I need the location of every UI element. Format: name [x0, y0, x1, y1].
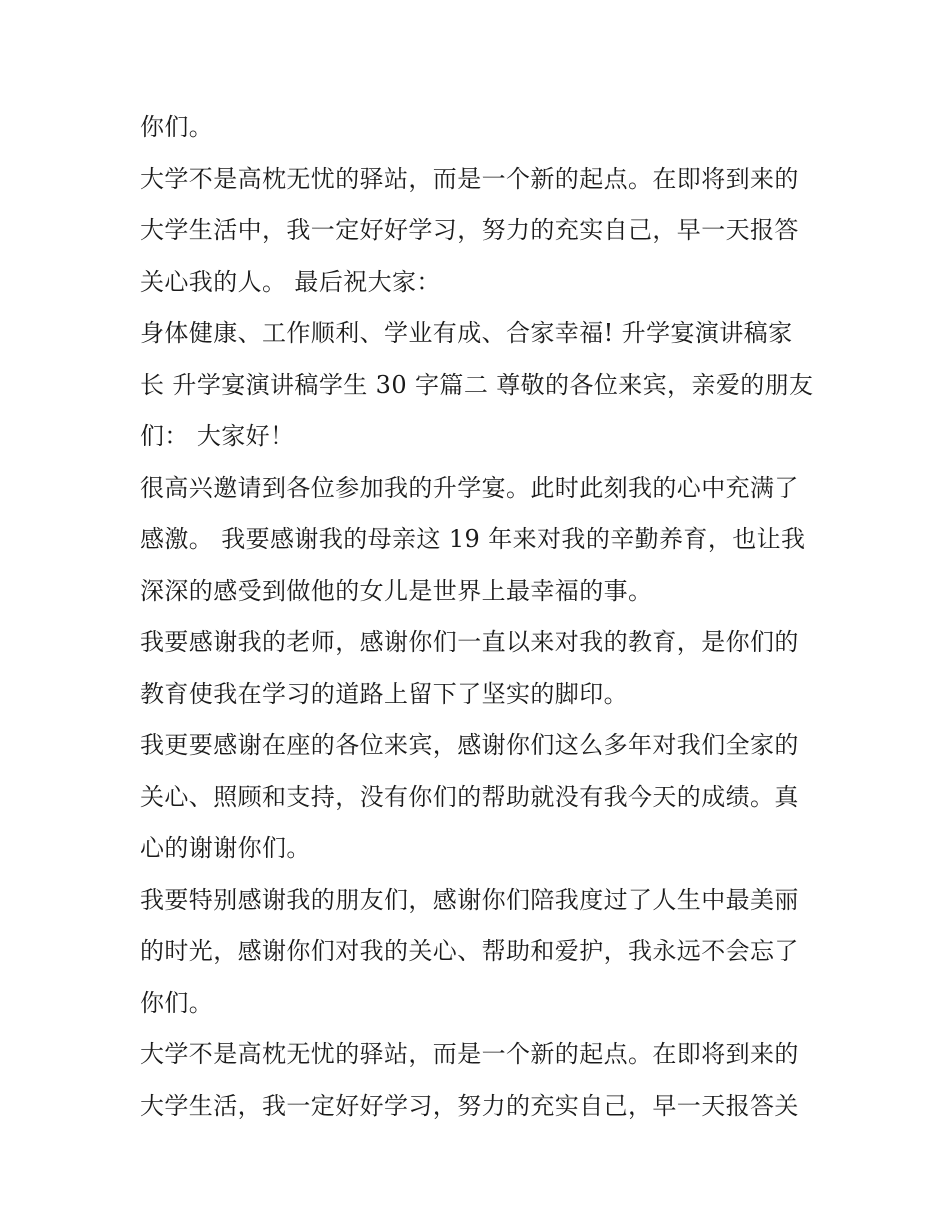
document-body — [140, 102, 816, 1132]
text-line: 们： 大家好！ — [140, 422, 295, 450]
text-line: 你们。 — [140, 988, 214, 1017]
text-line: 很高兴邀请到各位参加我的升学宴。此时此刻我的心中充满了 — [140, 473, 799, 502]
text-line: 大学不是高枕无忧的驿站，而是一个新的起点。在即将到来的 — [140, 164, 799, 193]
text-line: 大学生活，我一定好好学习，努力的充实自己，早一天报答关 — [140, 1091, 799, 1120]
text-line: 关心、照顾和支持，没有你们的帮助就没有我今天的成绩。真 — [140, 782, 799, 811]
text-line: 大学不是高枕无忧的驿站，而是一个新的起点。在即将到来的 — [140, 1040, 799, 1068]
text-line: 身体健康、工作顺利、学业有成、合家幸福! 升学宴演讲稿家 — [140, 319, 793, 347]
text-line: 我更要感谢在座的各位来宾，感谢你们这么多年对我们全家的 — [140, 731, 799, 759]
text-line: 长 升学宴演讲稿学生 30 字篇二 尊敬的各位来宾，亲爱的朋友 — [140, 370, 814, 399]
text-line: 大学生活中，我一定好好学习，努力的充实自己，早一天报答 — [140, 216, 799, 244]
text-line: 我要感谢我的老师，感谢你们一直以来对我的教育，是你们的 — [140, 628, 799, 656]
text-line: 你们。 — [140, 113, 214, 141]
text-line: 感激。 我要感谢我的母亲这 19 年来对我的辛勤养育，也让我 — [140, 525, 806, 553]
text-line: 的时光，感谢你们对我的关心、帮助和爱护，我永远不会忘了 — [140, 937, 799, 965]
text-line: 我要特别感谢我的朋友们，感谢你们陪我度过了人生中最美丽 — [140, 885, 799, 914]
text-line: 教育使我在学习的道路上留下了坚实的脚印。 — [140, 679, 628, 708]
text-line: 心的谢谢你们。 — [140, 834, 311, 862]
text-line: 关心我的人。 最后祝大家： — [140, 267, 441, 296]
text-line: 深深的感受到做他的女儿是世界上最幸福的事。 — [140, 576, 653, 605]
